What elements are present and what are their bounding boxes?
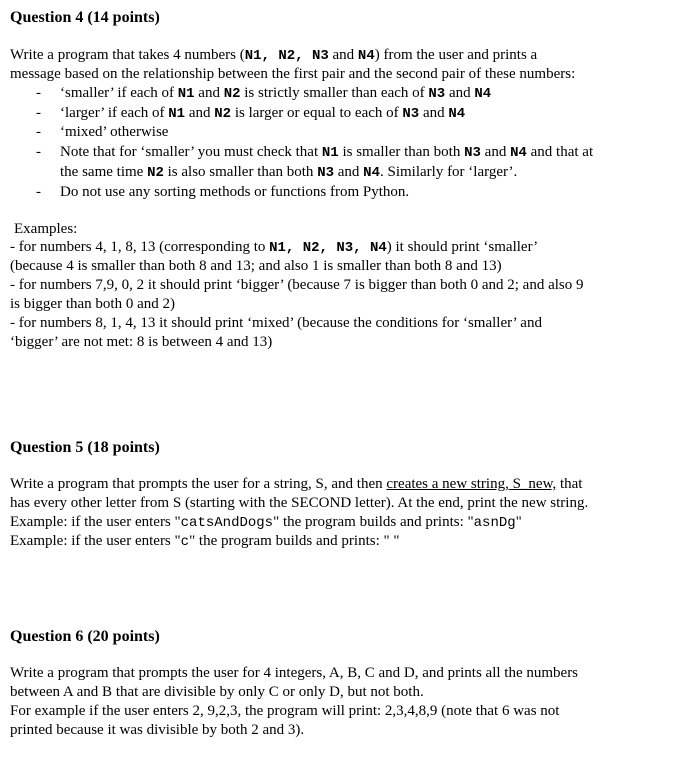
text: Example: if the user enters " <box>10 514 181 530</box>
example-1-line-2: (because 4 is smaller than both 8 and 13; and also 1 is smaller than both 8 and 13) <box>10 258 502 274</box>
q4-bullet-smaller <box>60 84 491 104</box>
text: - for numbers 4, 1, 8, 13 (corresponding to <box>10 239 270 255</box>
code: N3 <box>402 106 420 122</box>
text: and <box>328 47 358 63</box>
code: N1, N2, N3 <box>244 48 329 64</box>
bullet-dash: - <box>36 184 41 200</box>
question-5-title: Question 5 (18 points) <box>10 439 160 456</box>
text: and <box>194 85 224 101</box>
q5-example-1 <box>10 513 522 533</box>
q4-bullet-note-line-2 <box>60 163 517 183</box>
code: N4 <box>474 86 492 102</box>
q6-line-3: For example if the user enters 2, 9,2,3, the program will print: 2,3,4,8,9 (note that 6 was not <box>10 703 560 719</box>
text: Example: if the user enters " <box>10 533 181 549</box>
code: N4 <box>448 106 466 122</box>
code: catsAndDogs <box>180 515 274 531</box>
q5-example-2 <box>10 532 400 552</box>
example-2-line-2: is bigger than both 0 and 2) <box>10 296 175 312</box>
text: and <box>445 85 475 101</box>
text: is smaller than both <box>338 144 465 160</box>
code: N2 <box>214 106 232 122</box>
code: asnDg <box>473 515 516 531</box>
q4-bullet-mixed: ‘mixed’ otherwise <box>60 124 169 140</box>
text: is strictly smaller than each of <box>240 85 429 101</box>
text: " the program builds and prints: " " <box>189 533 400 549</box>
question-4-title: Question 4 (14 points) <box>10 9 160 26</box>
q4-intro-line-1 <box>10 46 537 66</box>
text: is larger or equal to each of <box>231 105 403 121</box>
code: N4 <box>363 165 380 181</box>
examples-label: Examples: <box>14 221 78 237</box>
example-1-line-1 <box>10 238 538 258</box>
code: N1, N2, N3, N4 <box>269 240 387 256</box>
text: and that at <box>526 144 594 160</box>
bullet-dash: - <box>36 85 41 101</box>
q5-line-1 <box>10 475 582 494</box>
code: N2 <box>223 86 241 102</box>
code: N4 <box>357 48 375 64</box>
q4-bullet-larger <box>60 104 465 124</box>
q4-bullet-note-line-1 <box>60 143 593 163</box>
text: ‘smaller’ if each of <box>60 85 178 101</box>
code: c <box>180 534 190 550</box>
text: " the program builds and prints: " <box>273 514 474 530</box>
text: " <box>515 514 522 530</box>
example-3-line-1: - for numbers 8, 1, 4, 13 it should print ‘mixed’ (because the conditions for ‘smaller’ and <box>10 315 542 331</box>
code: N3 <box>317 165 334 181</box>
code: N3 <box>428 86 446 102</box>
text: that <box>556 476 583 492</box>
q6-line-1: Write a program that prompts the user for 4 integers, A, B, C and D, and prints all the numbers <box>10 665 579 681</box>
text: and <box>480 144 511 160</box>
code: N1 <box>177 86 195 102</box>
underlined-text: creates a new string, S_new, <box>386 476 557 492</box>
bullet-dash: - <box>36 144 41 160</box>
bullet-dash: - <box>36 124 41 140</box>
text: . Similarly for ‘larger’. <box>379 164 518 180</box>
q6-line-4: printed because it was divisible by both 2 and 3). <box>10 722 305 738</box>
code: N1 <box>168 106 186 122</box>
code: N1 <box>321 145 339 161</box>
bullet-dash: - <box>36 105 41 121</box>
question-6-title: Question 6 (20 points) <box>10 628 160 645</box>
text: is also smaller than both <box>163 164 318 180</box>
text: the same time <box>60 164 148 180</box>
example-2-line-1: - for numbers 7,9, 0, 2 it should print ‘bigger’ (because 7 is bigger than both 0 and 2; and also 9 <box>10 277 584 293</box>
example-3-line-2: ‘bigger’ are not met: 8 is between 4 and 13) <box>10 334 273 350</box>
text: ) it should print ‘smaller’ <box>386 239 539 255</box>
text: Note that for ‘smaller’ you must check that <box>60 144 322 160</box>
text: ‘larger’ if each of <box>60 105 169 121</box>
q4-intro-line-2: message based on the relationship between the first pair and the second pair of these numbers: <box>10 66 576 82</box>
text: ) from the user and prints a <box>374 47 538 63</box>
text: and <box>334 164 364 180</box>
text: and <box>419 105 449 121</box>
text: and <box>185 105 215 121</box>
code: N3 <box>464 145 481 161</box>
code: N4 <box>510 145 527 161</box>
code: N2 <box>147 165 164 181</box>
q6-line-2: between A and B that are divisible by only C or only D, but not both. <box>10 684 424 700</box>
q5-line-2: has every other letter from S (starting with the SECOND letter). At the end, print the new string. <box>10 495 589 511</box>
text: Write a program that takes 4 numbers ( <box>10 47 245 63</box>
q4-bullet-no-sorting: Do not use any sorting methods or functions from Python. <box>60 184 410 200</box>
text: Write a program that prompts the user for a string, S, and then <box>10 476 387 492</box>
